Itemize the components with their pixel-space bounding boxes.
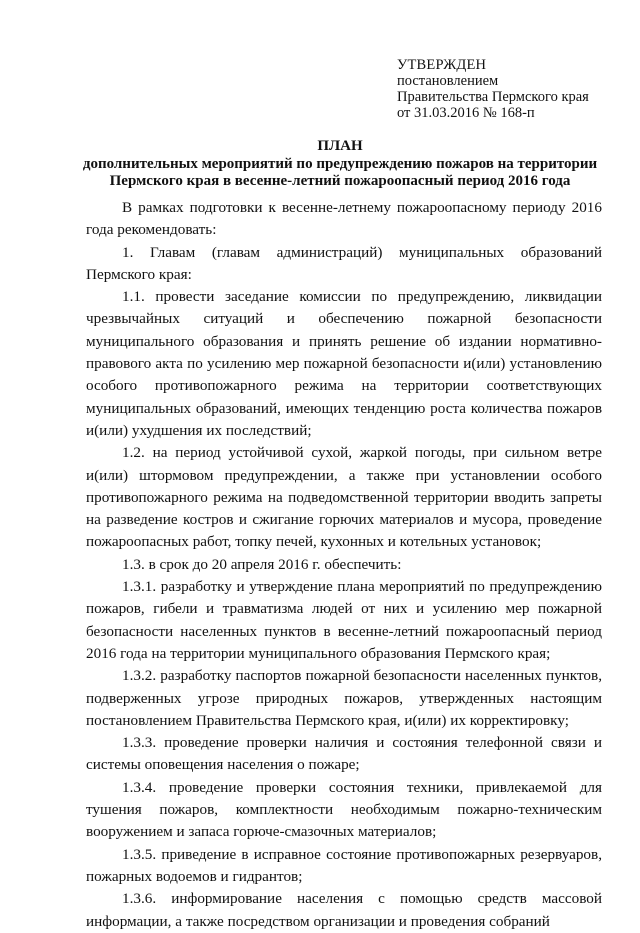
document-subtitle <box>60 156 620 190</box>
approval-line-3: от 31.03.2016 № 168-п <box>397 105 535 121</box>
paragraph-1-3-4: 1.3.4. проведение проверки состояния техники, привлекаемой для тушения пожаров, комплектности необходимым пожарно-техническим вооружением и запаса горюче-смазочных материалов; <box>86 778 602 841</box>
approval-line-2: Правительства Пермского края <box>397 89 589 105</box>
document-body <box>86 197 602 933</box>
paragraph-1-3-2: 1.3.2. разработку паспортов пожарной безопасности населенных пунктов, подверженных угрозе природных пожаров, утвержденных настоящим постановлением Правительства Пермского края, и(или) их корректировку; <box>86 667 602 729</box>
paragraph-1: 1. Главам (главам администраций) муниципальных образований Пермского края: <box>86 243 602 283</box>
approval-line-1: постановлением <box>397 73 499 89</box>
approval-stamp: УТВЕРЖДЕН <box>397 57 487 73</box>
paragraph-1-3: 1.3. в срок до 20 апреля 2016 г. обеспечить: <box>122 555 402 573</box>
approval-block <box>397 57 617 121</box>
paragraph-intro: В рамках подготовки к весенне-летнему пожароопасному периоду 2016 года рекомендовать: <box>86 199 602 239</box>
paragraph-1-3-3: 1.3.3. проведение проверки наличия и состояния телефонной связи и системы оповещения населения о пожаре; <box>86 734 602 774</box>
document-title: ПЛАН <box>317 138 363 154</box>
paragraph-1-3-6: 1.3.6. информирование населения с помощью средств массовой информации, а также посредством организации и проведения собраний <box>86 890 602 930</box>
paragraph-1-3-5: 1.3.5. приведение в исправное состояние противопожарных резервуаров, пожарных водоемов и гидрантов; <box>86 845 602 885</box>
subtitle-line-1: дополнительных мероприятий по предупреждению пожаров на территории <box>82 156 598 172</box>
paragraph-1-2: 1.2. на период устойчивой сухой, жаркой погоды, при сильном ветре и(или) штормовом предупреждении, а также при установлении особого противопожарного режима на подведомственной территории вводить запреты на разведение костров и сжигание горючих материалов и мусора, проведение пожароопасных работ, топку печей, кухонных и котельных установок; <box>86 444 602 551</box>
subtitle-line-2: Пермского края в весенне-летний пожароопасный период 2016 года <box>109 173 571 189</box>
paragraph-1-3-1: 1.3.1. разработку и утверждение плана мероприятий по предупреждению пожаров, гибели и травматизма людей от них и усилению мер пожарной безопасности населенных пунктов в весенне-летний пожароопасный период 2016 года на территории муниципального образования Пермского края; <box>86 578 602 662</box>
paragraph-1-1: 1.1. провести заседание комиссии по предупреждению, ликвидации чрезвычайных ситуаций и обеспечению пожарной безопасности муниципального образования и принять решение об издании нормативно-правового акта по усилению мер пожарной безопасности и(или) установлению особого противопожарного режима на территории соответствующих муниципальных образований, имеющих тенденцию роста количества пожаров и(или) ухудшения их последствий; <box>86 288 602 439</box>
